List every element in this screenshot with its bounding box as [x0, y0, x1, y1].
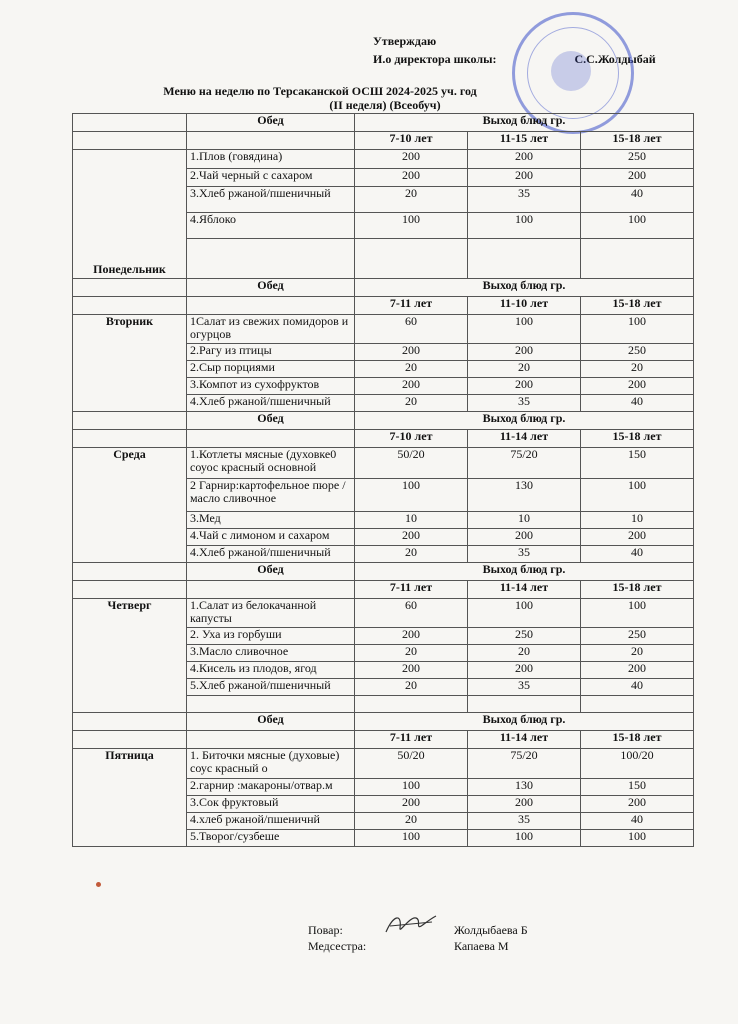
dish-name: 3.Мед: [187, 512, 355, 529]
dish-portion: 20: [468, 361, 581, 378]
dish-portion: 130: [468, 479, 581, 512]
dish-portion: 100: [355, 213, 468, 239]
dish-portion: 200: [468, 796, 581, 813]
dish-portion: 200: [581, 796, 694, 813]
dish-name: 4.Хлеб ржаной/пшеничный: [187, 395, 355, 412]
dish-portion: 100: [581, 315, 694, 344]
dish-name: 2.гарнир :макароны/отвар.м: [187, 779, 355, 796]
dish-portion: 100: [581, 213, 694, 239]
approve-label: Утверждаю: [373, 34, 437, 48]
dish-name: 3.Сок фруктовый: [187, 796, 355, 813]
dish-name: 4.Хлеб ржаной/пшеничный: [187, 546, 355, 563]
meal-label: Обед: [187, 713, 355, 731]
dish-portion: 20: [355, 546, 468, 563]
day-header-cell: [73, 713, 187, 731]
dish-portion: 200: [468, 169, 581, 187]
dish-portion: 130: [468, 779, 581, 796]
dish-name: 1.Салат из белокачанной капусты: [187, 599, 355, 628]
age-group-label: 15-18 лет: [581, 132, 694, 150]
dish-portion: 20: [355, 645, 468, 662]
age-group-label: 11-15 лет: [468, 132, 581, 150]
day-header-cell: [73, 563, 187, 581]
dish-portion: 200: [355, 150, 468, 169]
dish-name: 4.Чай с лимоном и сахаром: [187, 529, 355, 546]
dish-portion: 100/20: [581, 749, 694, 779]
dish-name: 2.Сыр порциями: [187, 361, 355, 378]
dish-portion: 200: [355, 378, 468, 395]
age-group-label: 15-18 лет: [581, 430, 694, 448]
dish-portion: 100: [581, 830, 694, 847]
dish-name: 3.Масло сливочное: [187, 645, 355, 662]
meal-header-empty: [187, 132, 355, 150]
dish-portion: 35: [468, 813, 581, 830]
nurse-row: [308, 938, 528, 954]
meal-label: Обед: [187, 412, 355, 430]
dish-name: 1. Биточки мясные (духовые) соус красный о: [187, 749, 355, 779]
meal-header-empty: [187, 297, 355, 315]
dish-portion: 60: [355, 599, 468, 628]
dish-portion: 200: [581, 378, 694, 395]
dish-portion: 35: [468, 395, 581, 412]
day-name: Понедельник: [73, 150, 187, 279]
dish-portion: 20: [581, 645, 694, 662]
age-group-label: 11-14 лет: [468, 430, 581, 448]
page-subtitle: (II неделя) (Всеобуч): [329, 98, 441, 112]
dish-portion: 250: [581, 344, 694, 361]
dish-portion: 200: [355, 529, 468, 546]
age-group-label: 11-14 лет: [468, 731, 581, 749]
dish-name: 4.Кисель из плодов, ягод: [187, 662, 355, 679]
output-label: Выход блюд гр.: [355, 114, 694, 132]
dish-portion: 100: [468, 315, 581, 344]
meal-header-row: [73, 114, 694, 132]
cook-row: [308, 922, 528, 938]
director-label: И.о директора школы:: [373, 52, 497, 66]
director-name: С.С.Жолдыбай: [574, 52, 656, 66]
dish-portion: 40: [581, 679, 694, 696]
output-label: Выход блюд гр.: [355, 713, 694, 731]
dish-portion: 200: [468, 662, 581, 679]
age-group-row: [73, 581, 694, 599]
dish-name: 1.Плов (говядина): [187, 150, 355, 169]
dish-portion: 20: [355, 361, 468, 378]
cook-name: Жолдыбаева Б: [454, 923, 528, 937]
dish-portion: 100: [468, 213, 581, 239]
page-title: Меню на неделю по Терсаканской ОСШ 2024-2025 уч. год: [163, 84, 477, 98]
day-header-cell: [73, 297, 187, 315]
age-group-row: [73, 132, 694, 150]
age-group-label: 15-18 лет: [581, 731, 694, 749]
meal-header-row: [73, 412, 694, 430]
dish-portion: 200: [581, 662, 694, 679]
dish-portion: 100: [355, 779, 468, 796]
meal-header-empty: [187, 430, 355, 448]
output-label: Выход блюд гр.: [355, 279, 694, 297]
day-header-cell: [73, 430, 187, 448]
age-group-row: [73, 731, 694, 749]
dish-name: 1.Котлеты мясные (духовке0 соуос красный основной: [187, 448, 355, 479]
dish-name: 2 Гарнир:картофельное пюре /масло сливочное: [187, 479, 355, 512]
dish-portion: 100: [468, 830, 581, 847]
ink-spot: [96, 882, 101, 887]
dish-name: 3.Хлеб ржаной/пшеничный: [187, 187, 355, 213]
dish-portion: 200: [468, 150, 581, 169]
day-header-cell: [73, 279, 187, 297]
dish-portion: 20: [355, 813, 468, 830]
meal-header-empty: [187, 581, 355, 599]
dish-portion: 200: [355, 628, 468, 645]
dish-portion: 200: [355, 169, 468, 187]
dish-name: 1Салат из свежих помидоров и огурцов: [187, 315, 355, 344]
age-group-label: 7-11 лет: [355, 581, 468, 599]
dish-portion: 200: [355, 344, 468, 361]
age-group-label: 7-11 лет: [355, 297, 468, 315]
nurse-label: Медсестра:: [308, 939, 367, 953]
dish-portion: 20: [355, 395, 468, 412]
dish-portion: 200: [355, 796, 468, 813]
day-name: Среда: [73, 448, 187, 563]
meal-label: Обед: [187, 114, 355, 132]
dish-portion: 40: [581, 813, 694, 830]
dish-portion: 200: [581, 169, 694, 187]
day-header-cell: [73, 114, 187, 132]
dish-row: [73, 150, 694, 169]
age-group-label: 15-18 лет: [581, 581, 694, 599]
weekly-menu-table: [72, 113, 694, 847]
meal-header-row: [73, 563, 694, 581]
dish-portion: 40: [581, 395, 694, 412]
meal-header-empty: [187, 731, 355, 749]
day-name: Четверг: [73, 599, 187, 713]
dish-portion: 100: [468, 599, 581, 628]
meal-label: Обед: [187, 279, 355, 297]
empty-cell: [581, 696, 694, 713]
day-header-cell: [73, 412, 187, 430]
dish-portion: 75/20: [468, 448, 581, 479]
dish-row: [73, 749, 694, 779]
dish-portion: 100: [355, 479, 468, 512]
dish-portion: 35: [468, 546, 581, 563]
dish-portion: 35: [468, 679, 581, 696]
dish-portion: 40: [581, 546, 694, 563]
empty-cell: [187, 696, 355, 713]
day-name: Вторник: [73, 315, 187, 412]
dish-portion: 250: [581, 628, 694, 645]
dish-name: 2.Чай черный с сахаром: [187, 169, 355, 187]
dish-portion: 250: [581, 150, 694, 169]
dish-name: 4.Яблоко: [187, 213, 355, 239]
dish-row: [73, 599, 694, 628]
day-header-cell: [73, 731, 187, 749]
dish-portion: 150: [581, 779, 694, 796]
dish-portion: 100: [581, 479, 694, 512]
age-group-label: 11-14 лет: [468, 581, 581, 599]
nurse-name: Капаева М: [454, 939, 509, 953]
day-name: Пятница: [73, 749, 187, 847]
empty-cell: [468, 696, 581, 713]
dish-portion: 10: [355, 512, 468, 529]
dish-row: [73, 448, 694, 479]
age-group-label: 15-18 лет: [581, 297, 694, 315]
meal-header-row: [73, 713, 694, 731]
dish-portion: 10: [468, 512, 581, 529]
empty-cell: [355, 239, 468, 279]
dish-portion: 200: [581, 529, 694, 546]
meal-label: Обед: [187, 563, 355, 581]
dish-portion: 150: [581, 448, 694, 479]
age-group-label: 7-10 лет: [355, 430, 468, 448]
empty-cell: [187, 239, 355, 279]
dish-portion: 40: [581, 187, 694, 213]
dish-portion: 20: [355, 187, 468, 213]
dish-portion: 250: [468, 628, 581, 645]
dish-portion: 20: [355, 679, 468, 696]
signatures-footer: [308, 922, 528, 954]
dish-portion: 20: [468, 645, 581, 662]
empty-cell: [355, 696, 468, 713]
dish-portion: 200: [468, 344, 581, 361]
dish-name: 2.Рагу из птицы: [187, 344, 355, 361]
empty-cell: [581, 239, 694, 279]
age-group-row: [73, 297, 694, 315]
dish-portion: 35: [468, 187, 581, 213]
dish-portion: 60: [355, 315, 468, 344]
dish-portion: 100: [355, 830, 468, 847]
dish-portion: 200: [355, 662, 468, 679]
dish-name: 5.Хлеб ржаной/пшеничный: [187, 679, 355, 696]
dish-portion: 50/20: [355, 448, 468, 479]
dish-portion: 10: [581, 512, 694, 529]
output-label: Выход блюд гр.: [355, 563, 694, 581]
day-header-cell: [73, 132, 187, 150]
empty-cell: [468, 239, 581, 279]
output-label: Выход блюд гр.: [355, 412, 694, 430]
dish-row: [73, 315, 694, 344]
dish-portion: 75/20: [468, 749, 581, 779]
dish-portion: 50/20: [355, 749, 468, 779]
dish-portion: 200: [468, 378, 581, 395]
dish-portion: 20: [581, 361, 694, 378]
dish-name: 4.хлеб ржаной/пшеничнй: [187, 813, 355, 830]
age-group-label: 11-10 лет: [468, 297, 581, 315]
age-group-label: 7-10 лет: [355, 132, 468, 150]
dish-name: 5.Творог/сузбеше: [187, 830, 355, 847]
age-group-label: 7-11 лет: [355, 731, 468, 749]
cook-label: Повар:: [308, 923, 343, 937]
age-group-row: [73, 430, 694, 448]
dish-portion: 200: [468, 529, 581, 546]
menu-table-body: [73, 114, 694, 847]
dish-name: 3.Компот из сухофруктов: [187, 378, 355, 395]
meal-header-row: [73, 279, 694, 297]
dish-portion: 100: [581, 599, 694, 628]
dish-name: 2. Уха из горбуши: [187, 628, 355, 645]
day-header-cell: [73, 581, 187, 599]
